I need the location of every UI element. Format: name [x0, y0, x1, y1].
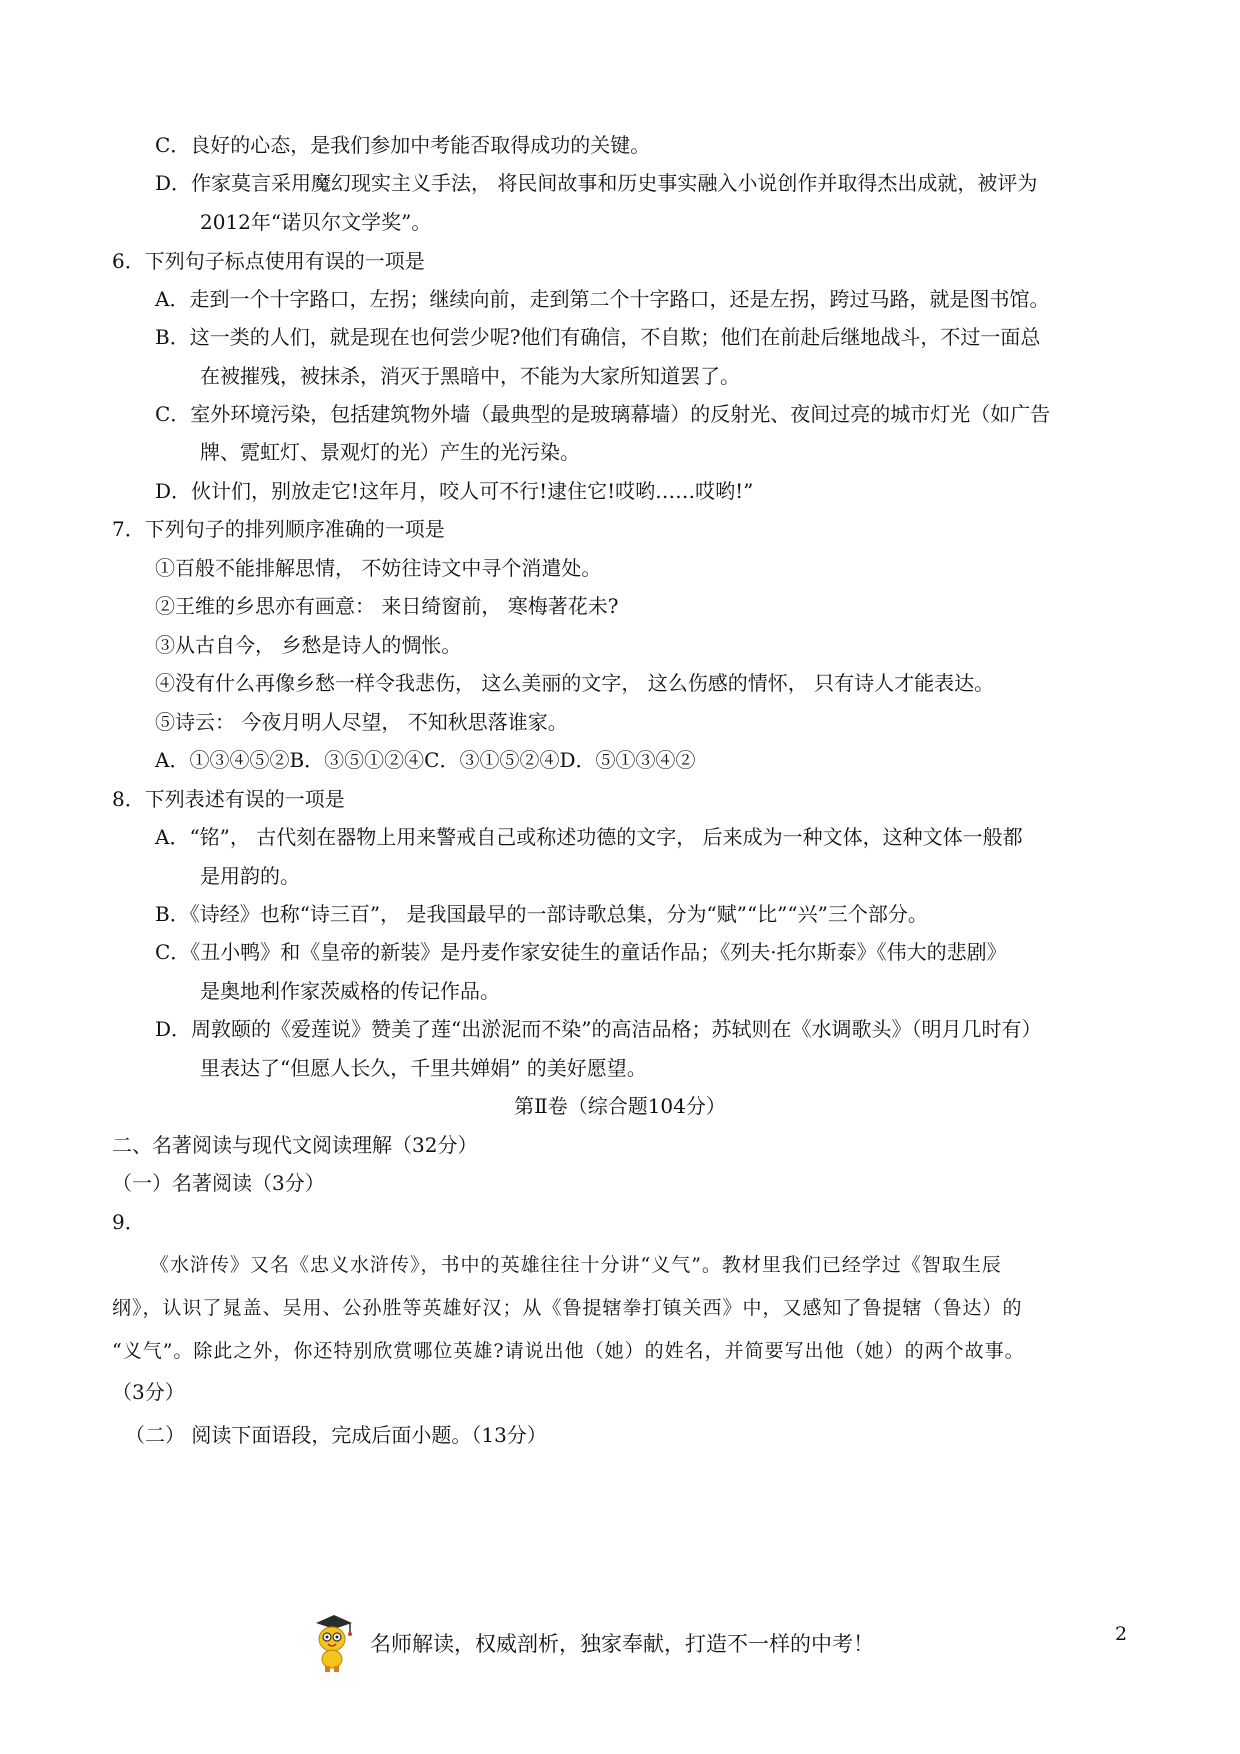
question-6-option-d: D．伙计们，别放走它!这年月，咬人可不行!逮住它!哎哟……哎哟!”: [155, 479, 754, 503]
question-8-option-d-cont: 里表达了“但愿人长久，千里共婵娟” 的美好愿望。: [200, 1056, 647, 1080]
question-9-score: （3分）: [112, 1380, 185, 1404]
question-6-option-b: B．这一类的人们，就是现在也何尝少呢?他们有确信，不自欺；他们在前赴后继地战斗，不过一面总: [155, 325, 1041, 349]
footer-slogan: 名师解读，权威剖析，独家奉献，打造不一样的中考！: [370, 1632, 874, 1656]
question-5-option-c: C．良好的心态，是我们参加中考能否取得成功的关键。: [155, 133, 651, 157]
question-8-stem: 8．下列表述有误的一项是: [112, 787, 345, 811]
question-6-option-b-cont: 在被摧残，被抹杀，消灭于黑暗中，不能为大家所知道罢了。: [200, 364, 740, 388]
question-5-option-d: D．作家莫言采用魔幻现实主义手法， 将民间故事和历史事实融入小说创作并取得杰出成就，被评为: [155, 171, 1038, 195]
question-7-sentence-2: ②王维的乡思亦有画意： 来日绮窗前， 寒梅著花未?: [155, 594, 619, 618]
question-8-option-a: A．“铭”， 古代刻在器物上用来警戒自己或称述功德的文字， 后来成为一种文体，这种文体一般都: [155, 825, 1023, 849]
question-6-option-c-cont: 牌、霓虹灯、景观灯的光）产生的光污染。: [200, 440, 580, 464]
question-8-option-d: D．周敦颐的《爱莲说》赞美了莲“出淤泥而不染”的高洁品格；苏轼则在《水调歌头》（明月几时有）: [155, 1017, 1042, 1041]
footer: [310, 1608, 874, 1678]
question-7-sentence-1: ①百般不能排解思情， 不妨往诗文中寻个消遣处。: [155, 556, 602, 580]
section-2-2-heading: （二） 阅读下面语段，完成后面小题。（13分）: [125, 1423, 547, 1447]
question-7-sentence-3: ③从古自今， 乡愁是诗人的惆怅。: [155, 633, 462, 657]
question-6-stem: 6．下列句子标点使用有误的一项是: [112, 249, 425, 273]
question-8-option-c-cont: 是奥地利作家茨威格的传记作品。: [200, 979, 500, 1003]
question-7-options: A．①③④⑤②B．③⑤①②④C．③①⑤②④D．⑤①③④②: [155, 748, 696, 772]
page-number: 2: [1115, 1623, 1128, 1645]
question-7-sentence-4: ④没有什么再像乡愁一样令我悲伤， 这么美丽的文字， 这么伤感的情怀， 只有诗人才能表达。: [155, 671, 995, 695]
question-7-sentence-5: ⑤诗云： 今夜月明人尽望， 不知秋思落谁家。: [155, 710, 568, 734]
question-8-option-c: C．《丑小鸭》和《皇帝的新装》是丹麦作家安徒生的童话作品；《列夫·托尔斯泰》《伟大的悲剧》: [155, 940, 1007, 964]
section-2-1-heading: （一）名著阅读（3分）: [112, 1171, 325, 1195]
question-9-paragraph-line-2: 纲》，认识了晁盖、吴用、公孙胜等英雄好汉；从《鲁提辖拳打镇关西》中，又感知了鲁提辖（鲁达）的: [112, 1297, 1023, 1319]
question-7-stem: 7．下列句子的排列顺序准确的一项是: [112, 517, 445, 541]
graduate-mascot-icon: [310, 1613, 354, 1673]
question-5-option-d-cont: 2012年“诺贝尔文学奖”。: [200, 210, 432, 234]
question-6-option-c: C．室外环境污染，包括建筑物外墙（最典型的是玻璃幕墙）的反射光、夜间过亮的城市灯光（如广告: [155, 402, 1051, 426]
question-6-option-a: A．走到一个十字路口，左拐；继续向前，走到第二个十字路口，还是左拐，跨过马路，就是图书馆。: [155, 287, 1050, 311]
question-9-paragraph-line-3: “义气”。除此之外，你还特别欣赏哪位英雄?请说出他（她）的姓名，并简要写出他（她）的两个故事。: [112, 1340, 1025, 1362]
question-9-paragraph-line-1: 《水浒传》又名《忠义水浒传》，书中的英雄往往十分讲“义气”。教材里我们已经学过《智取生辰: [150, 1254, 1002, 1276]
question-8-option-a-cont: 是用韵的。: [200, 864, 300, 888]
section-2-heading: 二、名著阅读与现代文阅读理解（32分）: [112, 1133, 478, 1157]
question-9-number: 9．: [112, 1210, 145, 1234]
question-8-option-b: B．《诗经》也称“诗三百”， 是我国最早的一部诗歌总集，分为“赋”“比”“兴”三个部分。: [155, 902, 928, 926]
part-2-heading: 第Ⅱ卷（综合题104分）: [514, 1094, 726, 1118]
